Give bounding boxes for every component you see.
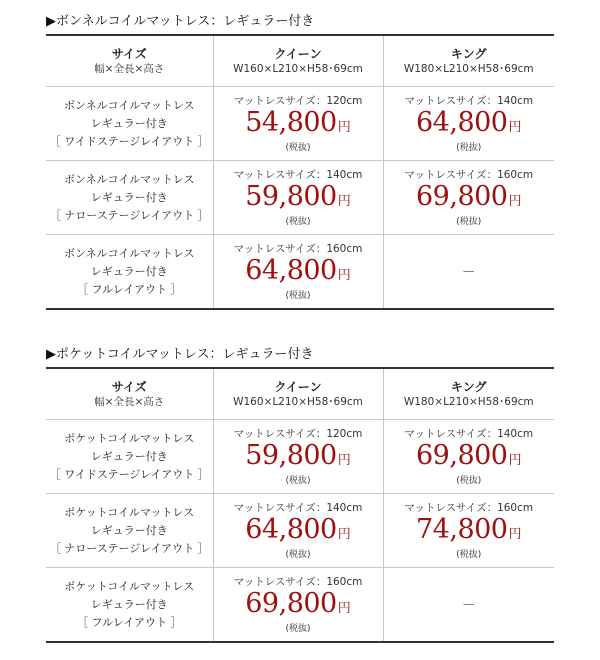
product-name-line: ［ フルレイアウト ］ bbox=[77, 282, 182, 296]
product-name-cell bbox=[46, 568, 213, 643]
section-title: ▶ボンネルコイルマットレス：レギュラー付き bbox=[46, 14, 315, 29]
tax-note: (税抜) bbox=[285, 549, 311, 560]
price bbox=[214, 108, 383, 143]
product-name-line: レギュラー付き bbox=[90, 597, 168, 611]
queen-header-cell bbox=[213, 368, 383, 420]
tax-note: (税抜) bbox=[285, 216, 311, 227]
king-price-cell bbox=[383, 161, 554, 235]
table-row bbox=[46, 568, 554, 643]
yen-unit: 円 bbox=[337, 452, 351, 468]
price-value: 54,800 bbox=[245, 106, 337, 138]
mattress-size: マットレスサイズ：140cm bbox=[404, 94, 534, 107]
tax-note: (税抜) bbox=[456, 142, 482, 153]
queen-price-cell bbox=[213, 235, 383, 310]
product-name-line: ポケットコイルマットレス bbox=[64, 505, 195, 519]
king-dimensions: W180×L210×H58･69cm bbox=[403, 395, 534, 408]
king-price-cell bbox=[383, 235, 554, 310]
not-available-dash: － bbox=[461, 597, 476, 614]
queen-price-cell bbox=[213, 87, 383, 161]
yen-unit: 円 bbox=[337, 193, 351, 209]
king-price-cell bbox=[383, 568, 554, 643]
price-table bbox=[46, 34, 554, 310]
queen-price-cell bbox=[213, 161, 383, 235]
tax-note: (税抜) bbox=[285, 290, 311, 301]
mattress-size: マットレスサイズ：160cm bbox=[233, 575, 363, 588]
size-sub: 幅×全長×高さ bbox=[94, 395, 165, 408]
king-price-cell bbox=[383, 420, 554, 494]
queen-price-cell bbox=[213, 420, 383, 494]
product-name-cell bbox=[46, 161, 213, 235]
price bbox=[214, 515, 383, 550]
size-label: サイズ bbox=[111, 379, 147, 394]
price bbox=[214, 256, 383, 291]
price-value: 69,800 bbox=[416, 180, 508, 212]
mattress-size: マットレスサイズ：160cm bbox=[404, 501, 534, 514]
queen-price-cell bbox=[213, 568, 383, 643]
price-value: 64,800 bbox=[245, 254, 337, 286]
product-name-line: ［ ナローステージレイアウト ］ bbox=[49, 208, 209, 222]
yen-unit: 円 bbox=[337, 526, 351, 542]
mattress-size: マットレスサイズ：120cm bbox=[233, 94, 363, 107]
mattress-size: マットレスサイズ：140cm bbox=[233, 501, 363, 514]
table-header-row bbox=[46, 368, 554, 420]
product-name-cell bbox=[46, 494, 213, 568]
price bbox=[384, 182, 555, 217]
yen-unit: 円 bbox=[337, 119, 351, 135]
mattress-size: マットレスサイズ：140cm bbox=[233, 168, 363, 181]
price-value: 59,800 bbox=[245, 439, 337, 471]
product-name-line: レギュラー付き bbox=[90, 449, 168, 463]
price-table bbox=[46, 367, 554, 643]
product-name-line: ［ ナローステージレイアウト ］ bbox=[49, 541, 209, 555]
size-label: サイズ bbox=[111, 46, 147, 61]
queen-header-cell bbox=[213, 35, 383, 87]
table-row bbox=[46, 494, 554, 568]
price-value: 69,800 bbox=[416, 439, 508, 471]
mattress-size: マットレスサイズ：120cm bbox=[233, 427, 363, 440]
mattress-size: マットレスサイズ：160cm bbox=[233, 242, 363, 255]
price-value: 64,800 bbox=[416, 106, 508, 138]
king-header-cell bbox=[383, 368, 554, 420]
size-header-cell bbox=[46, 368, 213, 420]
king-label: キング bbox=[450, 46, 487, 61]
size-header-cell bbox=[46, 35, 213, 87]
table-header-row bbox=[46, 35, 554, 87]
tax-note: (税抜) bbox=[456, 549, 482, 560]
tax-note: (税抜) bbox=[285, 475, 311, 486]
product-name-line: ボンネルコイルマットレス bbox=[63, 246, 195, 260]
king-dimensions: W180×L210×H58･69cm bbox=[403, 62, 534, 75]
yen-unit: 円 bbox=[508, 452, 522, 468]
price bbox=[214, 182, 383, 217]
product-name-line: ボンネルコイルマットレス bbox=[63, 98, 195, 112]
price bbox=[384, 441, 555, 476]
tax-note: (税抜) bbox=[456, 475, 482, 486]
price bbox=[214, 441, 383, 476]
queen-dimensions: W160×L210×H58･69cm bbox=[233, 62, 363, 75]
yen-unit: 円 bbox=[508, 193, 522, 209]
queen-label: クイーン bbox=[274, 46, 322, 61]
product-name-line: レギュラー付き bbox=[90, 523, 168, 537]
mattress-size: マットレスサイズ：140cm bbox=[404, 427, 534, 440]
price bbox=[384, 108, 555, 143]
yen-unit: 円 bbox=[508, 119, 522, 135]
king-price-cell bbox=[383, 87, 554, 161]
product-name-cell bbox=[46, 87, 213, 161]
queen-price-cell bbox=[213, 494, 383, 568]
price-value: 64,800 bbox=[245, 513, 337, 545]
product-name-line: ［ ワイドステージレイアウト ］ bbox=[49, 134, 209, 148]
product-name-cell bbox=[46, 420, 213, 494]
price bbox=[214, 589, 383, 624]
tax-note: (税抜) bbox=[456, 216, 482, 227]
yen-unit: 円 bbox=[337, 267, 351, 283]
product-name-line: レギュラー付き bbox=[90, 264, 168, 278]
section-title: ▶ポケットコイルマットレス：レギュラー付き bbox=[46, 347, 314, 362]
queen-dimensions: W160×L210×H58･69cm bbox=[233, 395, 363, 408]
product-name-line: レギュラー付き bbox=[90, 116, 168, 130]
table-row bbox=[46, 87, 554, 161]
yen-unit: 円 bbox=[508, 526, 522, 542]
king-price-cell bbox=[383, 494, 554, 568]
product-name-line: ［ フルレイアウト ］ bbox=[77, 615, 182, 629]
not-available-dash: － bbox=[461, 264, 476, 281]
king-header-cell bbox=[383, 35, 554, 87]
product-name-cell bbox=[46, 235, 213, 310]
tax-note: (税抜) bbox=[285, 623, 311, 634]
product-name-line: レギュラー付き bbox=[90, 190, 168, 204]
price-value: 69,800 bbox=[245, 587, 337, 619]
table-row bbox=[46, 235, 554, 310]
yen-unit: 円 bbox=[337, 600, 351, 616]
table-row bbox=[46, 161, 554, 235]
table-row bbox=[46, 420, 554, 494]
product-name-line: ［ ワイドステージレイアウト ］ bbox=[49, 467, 209, 481]
product-name-line: ポケットコイルマットレス bbox=[64, 431, 195, 445]
price bbox=[384, 515, 555, 550]
price-value: 74,800 bbox=[416, 513, 508, 545]
size-sub: 幅×全長×高さ bbox=[94, 62, 165, 75]
tax-note: (税抜) bbox=[285, 142, 311, 153]
price-value: 59,800 bbox=[245, 180, 337, 212]
product-name-line: ポケットコイルマットレス bbox=[64, 579, 195, 593]
queen-label: クイーン bbox=[274, 379, 322, 394]
mattress-size: マットレスサイズ：160cm bbox=[404, 168, 534, 181]
king-label: キング bbox=[450, 379, 487, 394]
product-name-line: ボンネルコイルマットレス bbox=[63, 172, 195, 186]
